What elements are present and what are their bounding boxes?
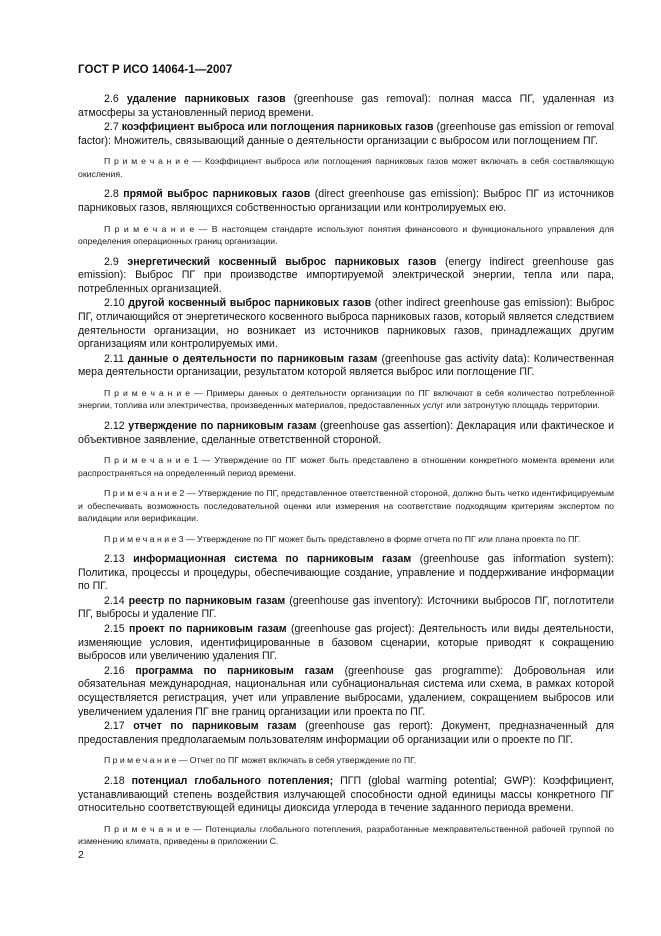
definition-paragraph: [78, 93, 614, 120]
term-name: прямой выброс парниковых газов: [123, 188, 311, 201]
term-definition: (direct greenhouse gas emission): Выброс ПГ из источников парниковых газов, являющихся собственностью организации или контролируемых ею.: [78, 188, 614, 214]
definition-paragraph: [78, 420, 614, 447]
note-label: П р и м е ч а н и е: [104, 223, 195, 234]
term-name: программа по парниковым газам: [135, 664, 334, 677]
term-name: проект по парниковым газам: [128, 623, 287, 636]
definition-paragraph: [78, 353, 614, 380]
definition-paragraph: [78, 775, 614, 816]
term-name: удаление парниковых газов: [126, 93, 286, 105]
note-text: — Утверждение по ПГ, представленное ответственной стороной, должно быть четко идентифицируемым и обеспечивать возможность последовательной оценки или измерения на соответствие подходящим критериям экспертом по валидации или верификации.: [78, 488, 615, 524]
term-definition: (greenhouse gas project): Деятельность или виды деятельности, изменяющие условия, идентифицированные в базовом сценарии, которые приводят к сокращению выбросов или увеличению удаления ПГ.: [78, 623, 614, 663]
term-number: 2.6: [104, 93, 119, 105]
note-text: — Потенциалы глобального потепления, разработанные межправительственной рабочей группой по изменению климата, приведены в приложении С.: [78, 823, 614, 847]
note-text: — Отчет по ПГ может включать в себя утверждение по ПГ.: [176, 755, 417, 766]
definition-paragraph: [78, 188, 614, 215]
definition-paragraph: [78, 595, 614, 622]
term-definition: (greenhouse gas information system): Политика, процессы и процедуры, обеспечивающие создание, управление и поддерживание информации по ПГ.: [78, 553, 614, 593]
note-paragraph: [78, 155, 614, 180]
note-label: П р и м е ч а н и е: [104, 823, 190, 834]
term-name: потенциал глобального потепления;: [131, 774, 334, 787]
term-number: 2.10: [104, 297, 125, 310]
note-paragraph: [78, 387, 614, 412]
note-text: — Утверждение по ПГ может быть представлено в форме отчета по ПГ или плана проекта по ПГ.: [183, 533, 581, 544]
definition-paragraph: [78, 553, 614, 594]
term-name: утверждение по парниковым газам: [128, 419, 317, 432]
term-number: 2.7: [104, 121, 119, 134]
term-definition: (energy indirect greenhouse gas emission): Выброс ПГ при производстве импортируемой электрической энергии, тепла или пара, потребленных организацией.: [78, 255, 614, 295]
term-definition: (greenhouse gas programme): Добровольная или обязательная международная, национальная или субнациональная система или схема, в рамках которой осуществляется регистрация, учет или управление выбросами, удалением, сокращением выбросов или увеличением удаления ПГ вне границ организации или проекта по ПГ.: [78, 664, 615, 718]
term-name: реестр по парниковым газам: [128, 594, 286, 607]
term-number: 2.14: [104, 594, 125, 607]
term-definition: (greenhouse gas removal): полная масса ПГ, удаленная из атмосферы за установленный период времени.: [78, 93, 614, 119]
term-number: 2.8: [104, 188, 119, 201]
note-text: — Примеры данных о деятельности организации по ПГ включают в себя количество потребленной энергии, топлива или электричества, произведенных материалов, предоставленных услуг или затронутую площадь территории.: [78, 387, 615, 411]
term-number: 2.12: [104, 419, 125, 432]
term-number: 2.9: [104, 255, 119, 268]
term-number: 2.15: [104, 623, 125, 636]
term-name: коэффициент выброса или поглощения парниковых газов: [121, 121, 434, 134]
term-number: 2.16: [104, 664, 125, 677]
note-label: П р и м е ч а н и е 3: [104, 533, 184, 544]
term-definition: ПГП (global warming potential; GWP): Коэффициент, устанавливающий степень воздействия излучающей способности одной единицы массы конкретного ПГ относительно соответствующей единицы диоксида углерода в течение заданного периода времени.: [78, 774, 614, 815]
document-body: [78, 93, 614, 856]
term-number: 2.18: [104, 774, 125, 787]
term-name: другой косвенный выброс парниковых газов: [128, 297, 372, 310]
note-text: — Утверждение по ПГ может быть представлено в отношении конкретного момента времени или распространяться на определенный период времени.: [78, 455, 614, 478]
note-label: П р и м е ч а н и е: [104, 387, 190, 398]
note-paragraph: [78, 454, 614, 479]
definition-paragraph: [78, 121, 614, 148]
page-number: 2: [78, 849, 84, 861]
definition-paragraph: [78, 665, 614, 719]
note-text: — Коэффициент выброса или поглощения парниковых газов может включать в себя составляющую окисления.: [78, 156, 614, 179]
definition-paragraph: [78, 623, 614, 664]
note-paragraph: [78, 823, 614, 848]
definition-paragraph: [78, 256, 614, 297]
term-definition: (greenhouse gas assertion): Декларация или фактическое и объективное заявление, сделанные ответственной стороной.: [78, 419, 614, 446]
note-label: П р и м е ч а н и е: [104, 156, 189, 167]
note-text: — В настоящем стандарте используют понятия финансового и функционального управления для определения операционных границ организации.: [78, 223, 614, 247]
definition-paragraph: [78, 720, 614, 747]
term-definition: (other indirect greenhouse gas emission): Выброс ПГ, отличающийся от энергетического косвенного выброса парниковых газов, который является следствием деятельности организации, но возникает из источников парниковых газов, принадлежащих другим организациям или контролируемых ими.: [78, 297, 614, 351]
term-name: энергетический косвенный выброс парниковых газов: [127, 255, 437, 268]
term-definition: (greenhouse gas inventory): Источники выбросов ПГ, поглотители ПГ, выбросы и удаление ПГ.: [78, 594, 614, 621]
term-number: 2.13: [104, 553, 125, 566]
term-definition: (greenhouse gas emission or removal factor): Множитель, связывающий данные о деятельности организации с выбросом или поглощением ПГ.: [78, 121, 614, 147]
definition-paragraph: [78, 297, 614, 351]
note-paragraph: [78, 533, 614, 546]
document-header: ГОСТ Р ИСО 14064-1—2007: [78, 64, 233, 76]
term-name: информационная система по парниковым газам: [133, 553, 412, 566]
note-label: П р и м е ч а н и е 1: [104, 455, 198, 466]
term-number: 2.11: [104, 352, 124, 365]
note-label: П р и м е ч а н и е 2: [104, 488, 185, 499]
term-definition: (greenhouse gas activity data): Количественная мера деятельности организации, результатом которой является выброс или поглощение ПГ.: [78, 352, 615, 379]
note-paragraph: [78, 487, 614, 525]
note-label: П р и м е ч а н и е: [104, 755, 177, 766]
note-paragraph: [78, 754, 614, 767]
term-definition: (greenhouse gas report): Документ, предназначенный для предоставления предполагаемым пользователям информации об организации или о проекте по ПГ.: [78, 720, 614, 746]
term-number: 2.17: [104, 720, 125, 733]
note-paragraph: [78, 223, 614, 248]
term-name: данные о деятельности по парниковым газам: [127, 352, 378, 365]
term-name: отчет по парниковым газам: [133, 720, 297, 733]
